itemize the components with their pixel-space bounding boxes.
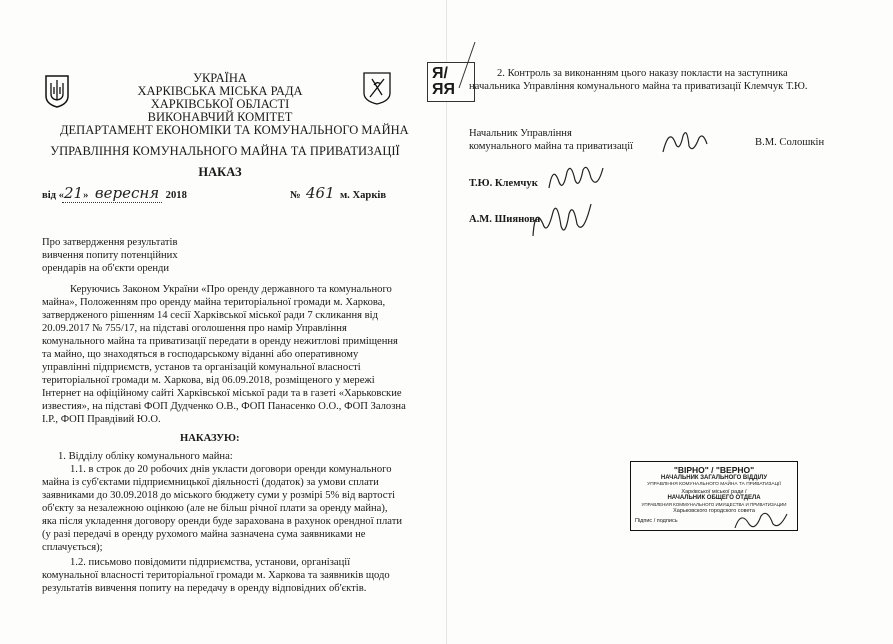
head-signature bbox=[659, 124, 709, 158]
date-month: вересня bbox=[94, 184, 160, 202]
item1-1-line-1: 1.1. в строк до 20 робочих днів укласти договори оренди комунального bbox=[70, 464, 392, 475]
date-line bbox=[42, 184, 187, 202]
signatory-title-1: Начальник Управління bbox=[469, 128, 572, 139]
date-day: 21 bbox=[63, 184, 84, 202]
preamble-line-11: І.Р., ФОП Правдівий Ю.О. bbox=[42, 414, 161, 425]
date-underline bbox=[62, 202, 162, 204]
item1-1-line-7: сплачується); bbox=[42, 542, 103, 553]
preamble-line-8: територіальної громади м. Харкова, від 06.09.2018, розміщеного у мережі bbox=[42, 375, 375, 386]
item2-line-2: начальника Управління комунального майна та приватизації Клемчук Т.Ю. bbox=[469, 81, 808, 92]
item1-1-line-5: яка після укладення договору оренди буде зарахована в рахунок орендної плати bbox=[42, 516, 402, 527]
header-country: УКРАЇНА bbox=[193, 71, 247, 85]
subject-line-2: вивчення попиту потенційних bbox=[42, 250, 178, 261]
item1-1-line-2: майна із суб'єктами підприємницької діяльності (додаток) за умови сплати bbox=[42, 477, 379, 488]
corner-mark-top: Я/ bbox=[432, 65, 448, 82]
item1-2-line-3: результатів вивчення попиту на передачу в оренду відповідних об'єктів. bbox=[42, 583, 367, 594]
city-label: м. Харків bbox=[339, 190, 387, 201]
number-label: № bbox=[290, 190, 301, 201]
stamp-line-4: Харківської міської ради / bbox=[681, 489, 747, 495]
stamp-line-2: НАЧАЛЬНИК ЗАГАЛЬНОГО ВІДДІЛУ bbox=[660, 475, 768, 481]
item1-2-line-1: 1.2. письмово повідомити підприємства, установи, організації bbox=[70, 557, 351, 568]
approval-2-signature bbox=[529, 196, 599, 242]
item1-1-line-4: об'єкту за незалежною оцінкою (але не більш річної плати за оренду майна), bbox=[42, 503, 388, 514]
signatory-title-2: комунального майна та приватизації bbox=[469, 141, 634, 152]
approval-1-signature bbox=[545, 158, 611, 198]
header-directorate: УПРАВЛІННЯ КОМУНАЛЬНОГО МАЙНА ТА ПРИВАТИЗАЦІЇ bbox=[50, 144, 400, 158]
order-heading: НАКАЗУЮ: bbox=[180, 433, 240, 444]
header-council: ХАРКІВСЬКА МІСЬКА РАДА bbox=[137, 84, 303, 98]
preamble-line-7: управлінні підприємств, установ та організацій комунальної власності bbox=[42, 362, 361, 373]
right-page bbox=[432, 0, 893, 644]
order-number: 461 bbox=[305, 184, 335, 202]
preamble-line-1: Керуючись Законом України «Про оренду державного та комунального bbox=[70, 284, 392, 295]
stamp-line-6: УПРАВЛЕНИЯ КОММУНАЛЬНОГО ИМУЩЕСТВА И ПРИВАТИЗАЦИИ bbox=[641, 502, 787, 507]
header-department: ДЕПАРТАМЕНТ ЕКОНОМІКИ ТА КОМУНАЛЬНОГО МАЙНА bbox=[60, 123, 409, 137]
preamble-line-10: известия», на підставі ФОП Дудченко О.В., ФОП Панасенко О.О., ФОП Залозна bbox=[42, 401, 406, 412]
stamp-line-8: Підпис / подпись bbox=[635, 518, 678, 524]
order-number-line bbox=[290, 184, 387, 202]
item1-1-line-3: заявниками до 30.09.2018 до міського бюджету суми у розмірі 5% від вартості bbox=[42, 490, 396, 501]
header-committee: ВИКОНАВЧИЙ КОМІТЕТ bbox=[147, 110, 293, 124]
preamble-line-4: 20.09.2017 № 755/17, на підставі оголошення про намір Управління bbox=[42, 323, 347, 334]
approval-2: А.М. Шиянова bbox=[469, 214, 541, 225]
stamp-line-3: УПРАВЛІННЯ КОМУНАЛЬНОГО МАЙНА ТА ПРИВАТИЗАЦІЇ bbox=[647, 482, 781, 487]
header-region: ХАРКІВСЬКОЇ ОБЛАСТІ bbox=[150, 97, 290, 111]
stamp-line-1: "ВІРНО" / "ВЕРНО" bbox=[673, 465, 755, 475]
item2-line-1: 2. Контроль за виконанням цього наказу покласти на заступника bbox=[497, 68, 788, 79]
kharkiv-city-emblem bbox=[362, 71, 392, 105]
stamp-line-7: Харьковского городского совета bbox=[673, 508, 755, 514]
corner-mark-bottom: ЯЯ bbox=[432, 81, 455, 98]
item1-title: 1. Відділу обліку комунального майна: bbox=[58, 451, 233, 462]
date-year: 2018 bbox=[165, 190, 187, 201]
ukraine-trident-emblem bbox=[44, 74, 70, 108]
preamble-line-2: майна», Положенням про оренду майна територіальної громади м. Харкова, bbox=[42, 297, 386, 308]
subject-line-1: Про затвердження результатів bbox=[42, 237, 178, 248]
preamble-line-3: затвердженого рішенням 14 сесії Харківської міської ради 7 скликання від bbox=[42, 310, 378, 321]
subject-line-3: орендарів на об'єкти оренди bbox=[42, 263, 170, 274]
stamp-signature bbox=[731, 506, 791, 532]
item1-2-line-2: комунальної власності територіальної громади м. Харкова та заявників щодо bbox=[42, 570, 390, 581]
preamble-line-6: та майно, що знаходяться в господарському віданні або оперативному bbox=[42, 349, 359, 360]
stamp-line-5: НАЧАЛЬНИК ОБЩЕГО ОТДЕЛА bbox=[667, 495, 761, 501]
preamble-line-9: Інтернет на офіційному сайті Харківської міської ради та в газеті «Харьковские bbox=[42, 388, 402, 399]
left-page bbox=[0, 0, 446, 644]
preamble-line-5: комунального майна та приватизації передати в оренду нежитлові приміщення bbox=[42, 336, 398, 347]
item1-1-line-6: (у разі передачі в оренду рухомого майна зазначена сума заявниками не bbox=[42, 529, 366, 540]
date-mid: » bbox=[83, 190, 89, 201]
signatory-name: В.М. Солошкін bbox=[755, 137, 825, 148]
document-type: НАКАЗ bbox=[198, 165, 242, 179]
certification-stamp bbox=[630, 461, 798, 531]
approval-1: Т.Ю. Клемчук bbox=[469, 178, 538, 189]
date-prefix: від « bbox=[42, 190, 64, 201]
